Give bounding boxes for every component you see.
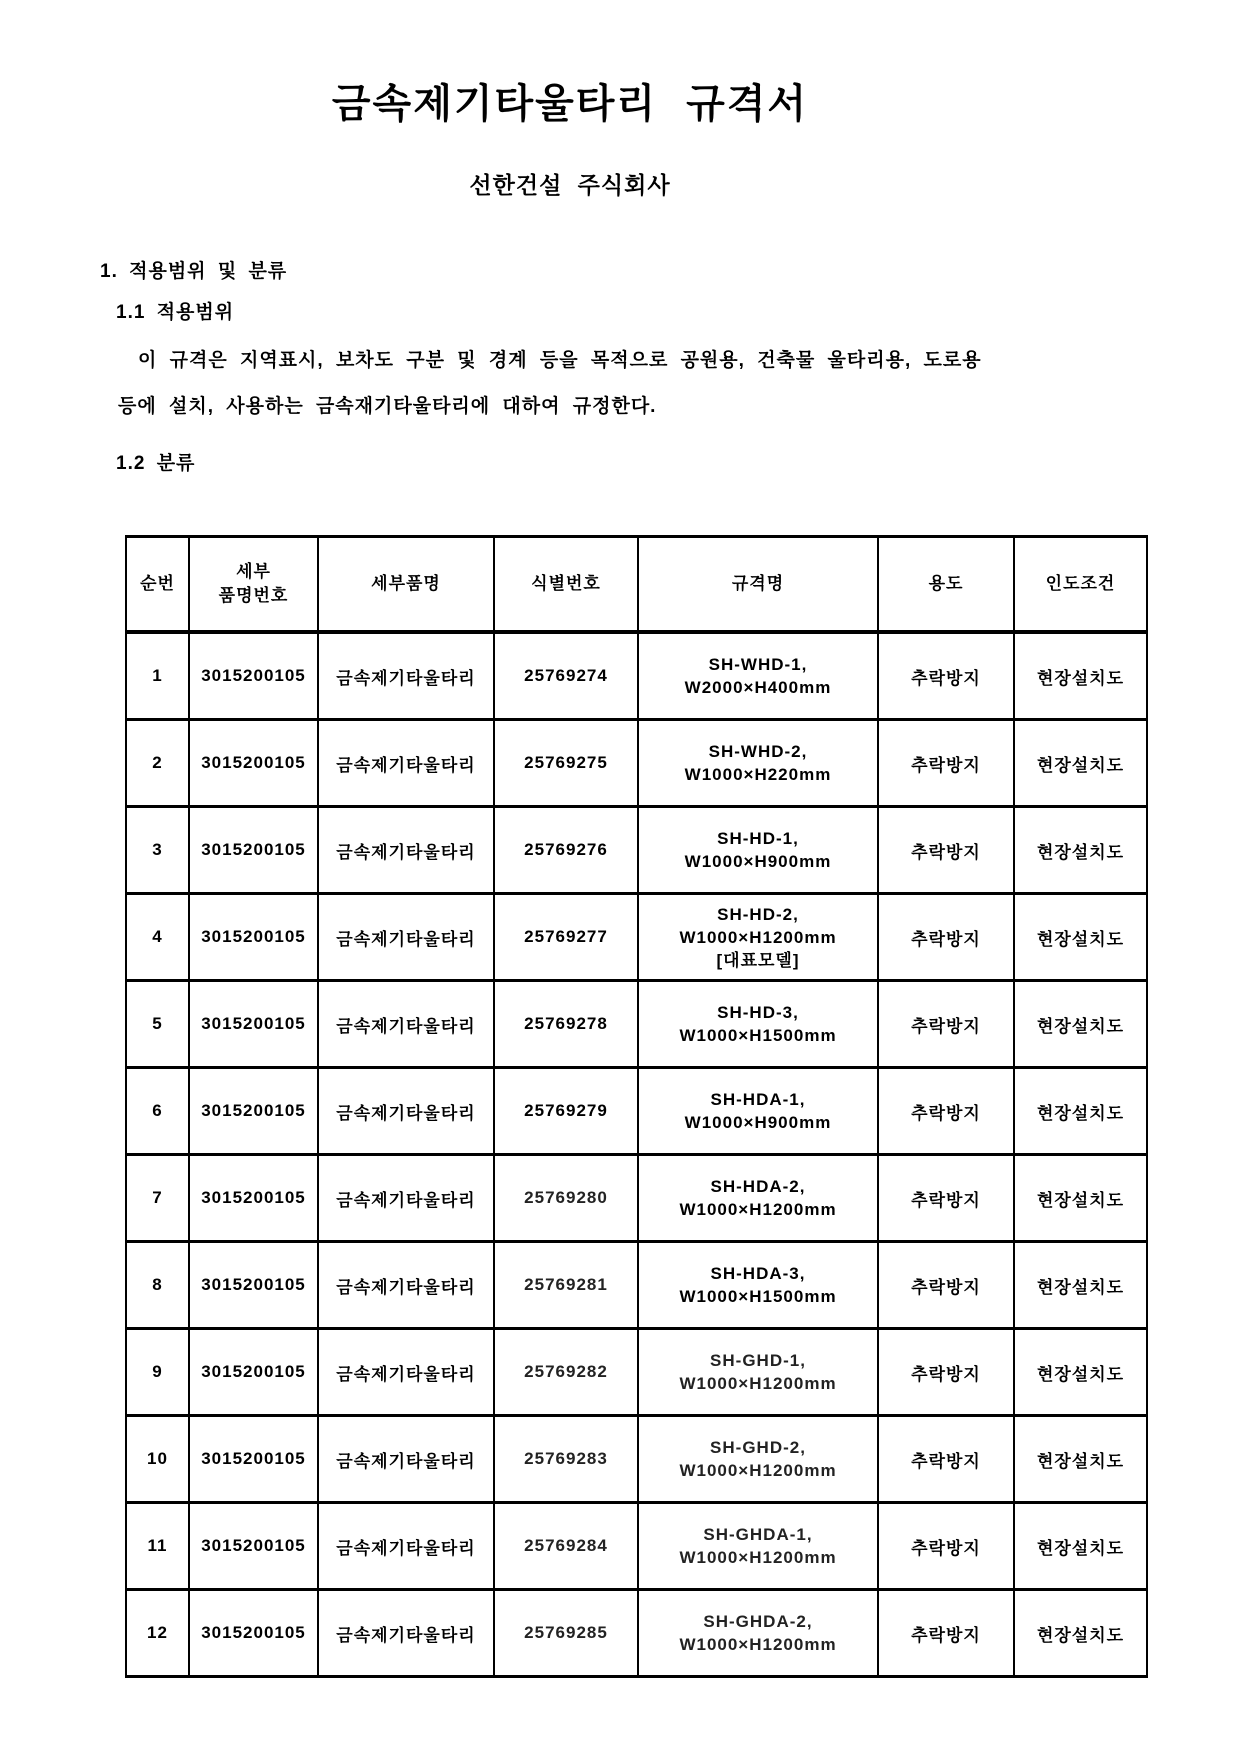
cell-use: 추락방지	[878, 1329, 1014, 1416]
cell-spec: SH-HDA-2, W1000×H1200mm	[638, 1155, 878, 1242]
document-header	[0, 72, 1140, 200]
cell-name: 금속제기타울타리	[318, 1590, 494, 1677]
cell-spec: SH-HD-3, W1000×H1500mm	[638, 981, 878, 1068]
cell-id: 25769282	[494, 1329, 638, 1416]
subsection-heading-scope: 1.1 적용범위	[116, 302, 235, 323]
cell-code: 3015200105	[189, 807, 318, 894]
table-row	[126, 1242, 1147, 1329]
scope-paragraph-line-1: 이 규격은 지역표시, 보차도 구분 및 경계 등을 목적으로 공원용, 건축물 울타리용, 도로용	[138, 350, 982, 371]
cell-spec: SH-WHD-2, W1000×H220mm	[638, 720, 878, 807]
cell-no: 7	[126, 1155, 189, 1242]
cell-delivery: 현장설치도	[1014, 1329, 1147, 1416]
cell-use: 추락방지	[878, 1416, 1014, 1503]
classification-table	[125, 535, 1148, 1678]
section-scope-and-classification	[100, 256, 1240, 475]
cell-no: 2	[126, 720, 189, 807]
cell-delivery: 현장설치도	[1014, 1590, 1147, 1677]
cell-id: 25769283	[494, 1416, 638, 1503]
cell-name: 금속제기타울타리	[318, 1155, 494, 1242]
cell-code: 3015200105	[189, 720, 318, 807]
cell-no: 6	[126, 1068, 189, 1155]
table-row	[126, 894, 1147, 981]
cell-id: 25769279	[494, 1068, 638, 1155]
cell-code: 3015200105	[189, 1503, 318, 1590]
col-header-use: 용도	[878, 537, 1014, 633]
cell-id: 25769277	[494, 894, 638, 981]
cell-name: 금속제기타울타리	[318, 894, 494, 981]
table-row	[126, 632, 1147, 720]
cell-use: 추락방지	[878, 720, 1014, 807]
cell-use: 추락방지	[878, 981, 1014, 1068]
col-header-id: 식별번호	[494, 537, 638, 633]
cell-no: 3	[126, 807, 189, 894]
cell-use: 추락방지	[878, 632, 1014, 720]
cell-use: 추락방지	[878, 1155, 1014, 1242]
scope-paragraph	[116, 338, 1200, 430]
cell-use: 추락방지	[878, 1503, 1014, 1590]
col-header-delivery: 인도조건	[1014, 537, 1147, 633]
cell-code: 3015200105	[189, 1329, 318, 1416]
cell-use: 추락방지	[878, 1590, 1014, 1677]
table-row	[126, 981, 1147, 1068]
cell-spec: SH-GHD-2, W1000×H1200mm	[638, 1416, 878, 1503]
cell-name: 금속제기타울타리	[318, 1416, 494, 1503]
cell-spec: SH-HD-1, W1000×H900mm	[638, 807, 878, 894]
cell-use: 추락방지	[878, 807, 1014, 894]
cell-code: 3015200105	[189, 1242, 318, 1329]
cell-name: 금속제기타울타리	[318, 1242, 494, 1329]
spec-table-body	[126, 632, 1147, 1677]
scope-paragraph-line-2: 등에 설치, 사용하는 금속재기타울타리에 대하여 규정한다.	[118, 396, 657, 417]
cell-code: 3015200105	[189, 1155, 318, 1242]
cell-name: 금속제기타울타리	[318, 1068, 494, 1155]
cell-delivery: 현장설치도	[1014, 1503, 1147, 1590]
col-header-name: 세부품명	[318, 537, 494, 633]
table-row	[126, 1155, 1147, 1242]
cell-delivery: 현장설치도	[1014, 807, 1147, 894]
table-row	[126, 1068, 1147, 1155]
col-header-code-line2: 품명번호	[218, 586, 289, 605]
cell-spec: SH-HDA-3, W1000×H1500mm	[638, 1242, 878, 1329]
cell-code: 3015200105	[189, 1416, 318, 1503]
cell-name: 금속제기타울타리	[318, 720, 494, 807]
cell-no: 9	[126, 1329, 189, 1416]
cell-delivery: 현장설치도	[1014, 1068, 1147, 1155]
cell-no: 4	[126, 894, 189, 981]
cell-delivery: 현장설치도	[1014, 1242, 1147, 1329]
cell-name: 금속제기타울타리	[318, 807, 494, 894]
cell-name: 금속제기타울타리	[318, 1329, 494, 1416]
cell-spec: SH-HDA-1, W1000×H900mm	[638, 1068, 878, 1155]
table-row	[126, 1416, 1147, 1503]
cell-spec: SH-GHDA-2, W1000×H1200mm	[638, 1590, 878, 1677]
cell-code: 3015200105	[189, 981, 318, 1068]
cell-delivery: 현장설치도	[1014, 981, 1147, 1068]
cell-use: 추락방지	[878, 894, 1014, 981]
subsection-heading-classification: 1.2 분류	[116, 453, 196, 474]
cell-no: 11	[126, 1503, 189, 1590]
cell-code: 3015200105	[189, 632, 318, 720]
cell-delivery: 현장설치도	[1014, 1416, 1147, 1503]
cell-code: 3015200105	[189, 1590, 318, 1677]
cell-no: 1	[126, 632, 189, 720]
table-row	[126, 807, 1147, 894]
cell-no: 5	[126, 981, 189, 1068]
col-header-code-line1: 세부	[236, 562, 271, 581]
cell-delivery: 현장설치도	[1014, 894, 1147, 981]
col-header-code	[189, 537, 318, 633]
table-header-row	[126, 537, 1147, 633]
cell-spec: SH-WHD-1, W2000×H400mm	[638, 632, 878, 720]
cell-id: 25769280	[494, 1155, 638, 1242]
cell-id: 25769276	[494, 807, 638, 894]
company-name: 선한건설 주식회사	[469, 172, 671, 198]
cell-id: 25769278	[494, 981, 638, 1068]
table-row	[126, 1329, 1147, 1416]
section-heading: 1. 적용범위 및 분류	[100, 261, 288, 282]
cell-no: 10	[126, 1416, 189, 1503]
cell-no: 12	[126, 1590, 189, 1677]
cell-name: 금속제기타울타리	[318, 632, 494, 720]
cell-spec: SH-HD-2, W1000×H1200mm [대표모델]	[638, 894, 878, 981]
cell-no: 8	[126, 1242, 189, 1329]
cell-id: 25769275	[494, 720, 638, 807]
table-row	[126, 720, 1147, 807]
cell-delivery: 현장설치도	[1014, 632, 1147, 720]
cell-code: 3015200105	[189, 894, 318, 981]
col-header-spec: 규격명	[638, 537, 878, 633]
cell-delivery: 현장설치도	[1014, 1155, 1147, 1242]
cell-spec: SH-GHD-1, W1000×H1200mm	[638, 1329, 878, 1416]
cell-id: 25769274	[494, 632, 638, 720]
cell-id: 25769285	[494, 1590, 638, 1677]
col-header-no: 순번	[126, 537, 189, 633]
table-row	[126, 1590, 1147, 1677]
cell-use: 추락방지	[878, 1068, 1014, 1155]
cell-spec: SH-GHDA-1, W1000×H1200mm	[638, 1503, 878, 1590]
cell-id: 25769284	[494, 1503, 638, 1590]
page-title: 금속제기타울타리 규격서	[331, 82, 809, 126]
cell-id: 25769281	[494, 1242, 638, 1329]
classification-table-container	[125, 535, 1240, 1678]
cell-name: 금속제기타울타리	[318, 981, 494, 1068]
cell-name: 금속제기타울타리	[318, 1503, 494, 1590]
cell-code: 3015200105	[189, 1068, 318, 1155]
cell-delivery: 현장설치도	[1014, 720, 1147, 807]
table-row	[126, 1503, 1147, 1590]
cell-use: 추락방지	[878, 1242, 1014, 1329]
